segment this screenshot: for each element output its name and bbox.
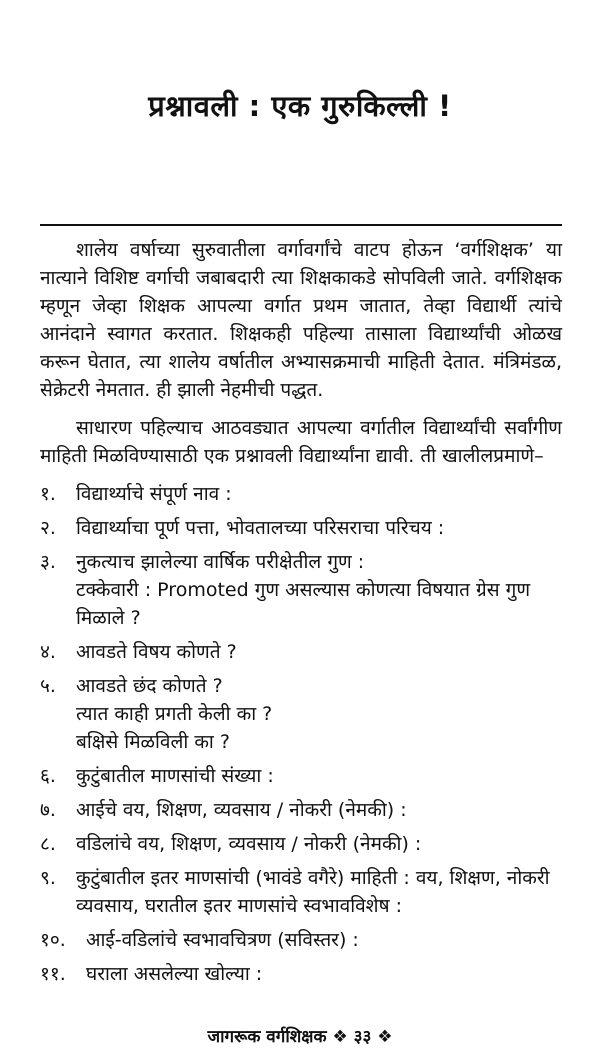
question-line: नुकत्याच झालेल्या वार्षिक परीक्षेतील गुण : (76, 551, 365, 573)
question-number: २. (40, 517, 56, 539)
paragraph-questionnaire-intro: साधारण पहिल्याच आठवड्यात आपल्या वर्गातील विद्यार्थ्यांची सर्वांगीण माहिती मिळविण्यासाठी एक प्रश्नावली विद्यार्थ्यांना द्यावी. ती खालीलप्रमाणे– (40, 417, 562, 467)
question-item (40, 672, 562, 756)
question-line: आवडते विषय कोणते ? (76, 641, 237, 663)
question-line: बक्षिसे मिळविली का ? (76, 731, 230, 753)
question-item (40, 514, 562, 542)
question-text (76, 480, 562, 508)
question-line: विद्यार्थ्याचे संपूर्ण नाव : (76, 483, 232, 505)
question-line: आई-वडिलांचे स्वभावचित्रण (सविस्तर) : (86, 929, 359, 951)
question-text (76, 762, 562, 790)
paragraph-intro: शालेय वर्षाच्या सुरुवातीला वर्गावर्गांचे वाटप होऊन ‘वर्गशिक्षक’ या नात्याने विशिष्ट वर्गाची जबाबदारी त्या शिक्षकाकडे सोपविली जाते. वर्गशिक्षक म्हणून जेव्हा शिक्षक आपल्या वर्गात प्रथम जातात, तेव्हा विद्यार्थी त्यांचे आनंदाने स्वागत करतात. शिक्षकही पहिल्या तासाला विद्यार्थ्यांची ओळख करून घेतात, त्या शालेय वर्षातील अभ्यासक्रमाची माहिती देतात. मंत्रिमंडळ, सेक्रेटरी नेमतात. ही झाली नेहमीची पद्धत. (40, 239, 562, 401)
question-number: १. (40, 483, 56, 505)
question-line: कुटुंबातील माणसांची संख्या : (76, 765, 274, 787)
question-number: ४. (40, 641, 56, 663)
question-line: विद्यार्थ्याचा पूर्ण पत्ता, भोवतालच्या परिसराचा परिचय : (76, 517, 445, 539)
question-line: कुटुंबातील इतर माणसांची (भावंडे वगैरे) माहिती : वय, शिक्षण, नोकरी व्यवसाय, घरातील इतर माणसांचे स्वभावविशेष : (76, 867, 550, 917)
question-item (40, 960, 562, 988)
horizontal-divider (40, 224, 562, 226)
question-number: १०. (40, 929, 66, 951)
question-text (86, 960, 562, 988)
question-number: ७. (40, 799, 56, 821)
question-text (76, 548, 562, 632)
question-line: आईचे वय, शिक्षण, व्यवसाय / नोकरी (नेमकी) : (76, 799, 407, 821)
question-line: त्यात काही प्रगती केली का ? (76, 703, 273, 725)
question-line: टक्केवारी : Promoted गुण असल्यास कोणत्या विषयात ग्रेस गुण मिळाले ? (76, 579, 531, 629)
question-item (40, 480, 562, 508)
question-number: ३. (40, 551, 56, 573)
question-list (40, 480, 562, 988)
question-number: ११. (40, 963, 66, 985)
question-item (40, 548, 562, 632)
body-text (40, 236, 562, 994)
question-item (40, 926, 562, 954)
question-text (76, 864, 562, 920)
question-item (40, 830, 562, 858)
question-line: घराला असलेल्या खोल्या : (86, 963, 263, 985)
question-item (40, 796, 562, 824)
question-number: ६. (40, 765, 56, 787)
page-footer: जागरूक वर्गशिक्षक ❖ ३३ ❖ (207, 1027, 393, 1047)
question-item (40, 762, 562, 790)
question-number: ८. (40, 833, 56, 855)
question-text (86, 926, 562, 954)
question-item (40, 864, 562, 920)
question-text (76, 514, 562, 542)
question-text (76, 796, 562, 824)
page-title: प्रश्नावली : एक गुरुकिल्ली ! (148, 89, 452, 123)
question-line: वडिलांचे वय, शिक्षण, व्यवसाय / नोकरी (नेमकी) : (76, 833, 422, 855)
question-number: ५. (40, 675, 56, 697)
question-text (76, 638, 562, 666)
question-number: ९. (40, 867, 56, 889)
question-text (76, 672, 562, 756)
question-line: आवडते छंद कोणते ? (76, 675, 223, 697)
question-item (40, 638, 562, 666)
question-text (76, 830, 562, 858)
